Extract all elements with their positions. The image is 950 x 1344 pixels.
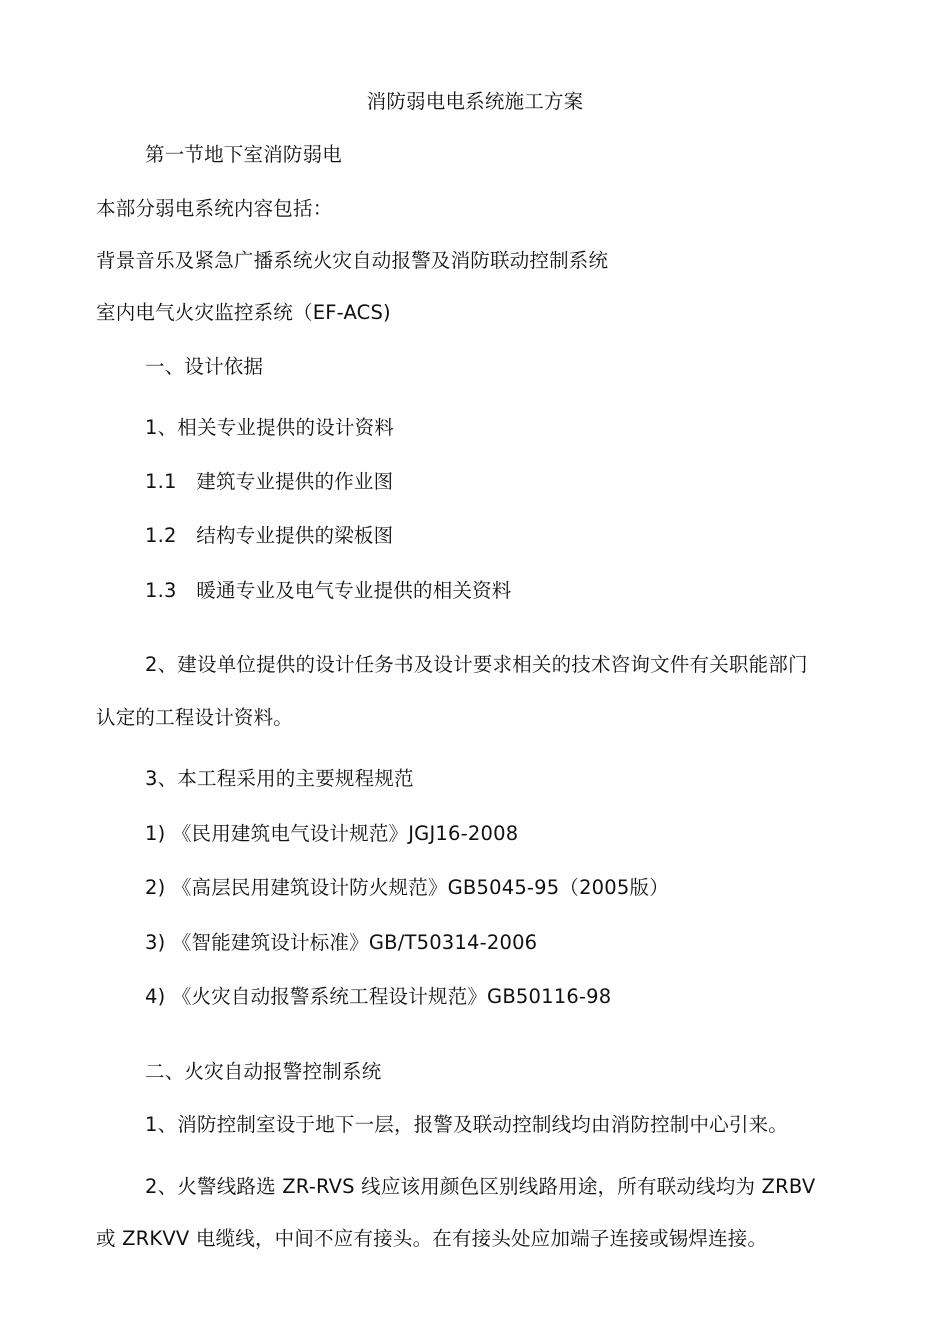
part2-item2-line2: 或 ZRKVV 电缆线，中间不应有接头。在有接头处应加端子连接或锡焊连接。 bbox=[96, 1227, 768, 1250]
part1-sub3: 1.3 暖通专业及电气专业提供的相关资料 bbox=[145, 579, 512, 602]
part1-item2-line2: 认定的工程设计资料。 bbox=[96, 706, 294, 729]
standard-item: 1) 《民用建筑电气设计规范》JGJ16-2008 bbox=[145, 822, 519, 845]
part1-sub2: 1.2 结构专业提供的梁板图 bbox=[145, 524, 394, 547]
intro-text: 本部分弱电系统内容包括： bbox=[96, 197, 333, 220]
part1-item1: 1、相关专业提供的设计资料 bbox=[145, 416, 395, 439]
section-heading: 第一节地下室消防弱电 bbox=[145, 143, 343, 166]
part2-heading: 二、火灾自动报警控制系统 bbox=[145, 1060, 382, 1083]
part1-item3: 3、本工程采用的主要规程规范 bbox=[145, 767, 414, 790]
standard-item: 3) 《智能建筑设计标准》GB/T50314-2006 bbox=[145, 931, 538, 954]
standard-item: 2) 《高层民用建筑设计防火规范》GB5045-95（2005版） bbox=[145, 876, 669, 899]
part1-item2-line1: 2、建设单位提供的设计任务书及设计要求相关的技术咨询文件有关职能部门 bbox=[145, 653, 808, 676]
systems-line-1: 背景音乐及紧急广播系统火灾自动报警及消防联动控制系统 bbox=[96, 249, 609, 272]
part1-sub1: 1.1 建筑专业提供的作业图 bbox=[145, 470, 394, 493]
part1-heading: 一、设计依据 bbox=[145, 355, 264, 378]
part2-item1: 1、消防控制室设于地下一层，报警及联动控制线均由消防控制中心引来。 bbox=[145, 1113, 789, 1136]
document-title: 消防弱电电系统施工方案 bbox=[366, 90, 584, 113]
standard-item: 4) 《火灾自动报警系统工程设计规范》GB50116-98 bbox=[145, 985, 612, 1008]
systems-line-2: 室内电气火灾监控系统（EF-ACS) bbox=[96, 301, 391, 324]
part2-item2-line1: 2、火警线路选 ZR-RVS 线应该用颜色区别线路用途，所有联动线均为 ZRBV bbox=[145, 1175, 816, 1198]
